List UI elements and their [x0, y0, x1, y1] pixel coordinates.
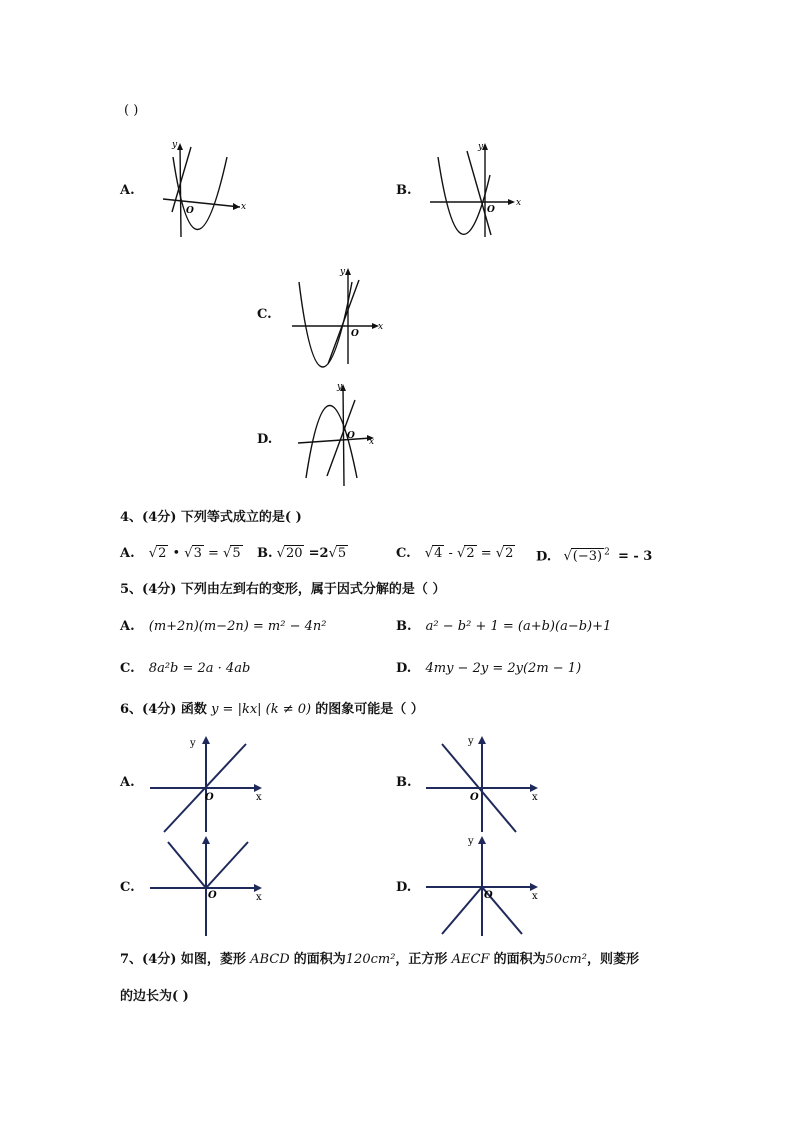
q5-option-d — [396, 661, 581, 677]
line — [328, 280, 359, 364]
q4-a-dot: • — [172, 546, 181, 561]
x-axis-arrow — [233, 203, 240, 210]
q5-option-c — [120, 661, 250, 677]
q6-option-d-label: D. — [396, 880, 412, 895]
q6-graph-a — [148, 732, 273, 837]
x-axis-arrow — [530, 784, 538, 792]
q3-option-b-label: B. — [396, 183, 412, 198]
q7-area1: 120cm² — [345, 952, 396, 967]
q7-area2: 50cm² — [545, 952, 587, 967]
x-label: x — [369, 437, 375, 447]
q3-graph-b — [425, 137, 525, 242]
q6-stem-fn: y = |kx| (k ≠ 0) — [211, 702, 312, 717]
q3-graph-d — [293, 378, 393, 490]
y-label: y — [190, 738, 196, 749]
q4-c-term-3: 2 — [505, 546, 514, 561]
q6-stem-post: 的图象可能是（ ） — [315, 702, 424, 717]
x-axis-arrow — [254, 784, 262, 792]
q5-c-label: C. — [120, 661, 135, 676]
x-label: x — [256, 892, 262, 903]
q6-option-c-label: C. — [120, 880, 135, 895]
q4-d-eq: = - 3 — [617, 549, 653, 565]
q6-option-a-label: A. — [120, 775, 135, 790]
q4-c-label: C. — [396, 546, 411, 561]
q4-a-term-3: 5 — [232, 546, 241, 561]
parabola — [299, 282, 352, 367]
q4-a-term-1: 2 — [158, 546, 167, 561]
origin-label: O — [186, 206, 194, 216]
y-label: y — [478, 142, 484, 152]
x-label: x — [516, 198, 522, 208]
q7-tail: ，则菱形 — [586, 952, 639, 967]
q3-option-a-label: A. — [120, 183, 135, 198]
q6-stem-pre: 6、(4分) 函数 — [120, 702, 207, 717]
line — [467, 151, 491, 235]
x-label: x — [378, 322, 384, 332]
y-axis-arrow — [345, 268, 351, 275]
q3-graph-c — [290, 262, 390, 370]
q4-option-c: C. √4 - √2 = √2 — [396, 546, 514, 561]
q4-c-term-1: 4 — [434, 546, 443, 561]
y-axis-arrow — [177, 143, 183, 150]
q4-a-term-2: 3 — [193, 546, 202, 561]
origin-label: O — [487, 205, 495, 215]
x-label: x — [241, 202, 247, 212]
y-label: y — [468, 736, 474, 747]
q4-option-a: A. √2 • √3 = √5 — [120, 546, 241, 561]
q4-option-d: D. √(−3) $^2$ = - 3 — [536, 548, 653, 565]
q6-stem — [120, 702, 424, 718]
x-label: x — [532, 792, 538, 803]
y-axis-arrow — [478, 836, 486, 844]
q4-b-eq: =2 — [308, 546, 329, 561]
q3-option-c-label: C. — [257, 307, 272, 322]
q5-d-label: D. — [396, 661, 412, 676]
y-axis — [180, 145, 181, 237]
q6-graph-b — [424, 732, 549, 837]
y-label: y — [172, 140, 178, 150]
q5-c-expr: 8a²b = 2a · 4ab — [148, 661, 251, 676]
q4-b-label: B. — [257, 546, 273, 561]
q5-a-label: A. — [120, 619, 135, 634]
q3-answer-paren: ( ) — [124, 103, 139, 118]
q7-mid1: 的面积为 — [293, 952, 346, 967]
q5-a-expr: (m+2n)(m−2n) = m² − 4n² — [148, 619, 327, 634]
origin-label: O — [347, 431, 355, 441]
q4-a-eq: = — [208, 546, 219, 561]
q5-d-expr: 4my − 2y = 2y(2m − 1) — [425, 661, 582, 676]
q7-stem-line2: 的边长为( ) — [120, 989, 189, 1004]
q5-b-label: B. — [396, 619, 412, 634]
q4-b-term-2: 5 — [337, 546, 347, 561]
q7-aecf: AECF — [451, 952, 490, 967]
q5-stem: 5、(4分) 下列由左到右的变形，属于因式分解的是（ ） — [120, 582, 446, 597]
q4-stem: 4、(4分) 下列等式成立的是( ) — [120, 510, 302, 525]
q7-line1-pre: 7、(4分) 如图，菱形 — [120, 952, 246, 967]
y-label: y — [340, 267, 346, 277]
q6-option-b-label: B. — [396, 775, 412, 790]
q4-c-eq: = — [480, 546, 492, 561]
x-axis — [298, 438, 371, 443]
y-axis-arrow — [202, 736, 210, 744]
q4-a-label: A. — [120, 546, 135, 561]
parabola — [438, 157, 490, 234]
y-label: y — [468, 836, 474, 847]
q4-d-exp: 2 — [604, 548, 610, 558]
q4-d-label: D. — [536, 549, 552, 565]
q4-option-b: B. √20 =2√5 — [257, 546, 347, 561]
q7-abcd: ABCD — [250, 952, 290, 967]
q3-graph-a — [155, 137, 250, 242]
q7-stem-line1 — [120, 952, 639, 968]
v-shape — [168, 842, 248, 888]
y-axis-arrow — [202, 836, 210, 844]
q6-graph-d — [424, 832, 549, 940]
q7-mid3: 的面积为 — [493, 952, 546, 967]
y-axis — [343, 386, 344, 486]
q3-option-d-label: D. — [257, 432, 273, 447]
origin-label: O — [208, 890, 217, 901]
q4-c-term-2: 2 — [466, 546, 475, 561]
q5-option-a — [120, 619, 327, 635]
origin-label: O — [351, 329, 359, 339]
q4-d-term: (−3) — [572, 549, 603, 565]
x-axis-arrow — [508, 199, 515, 205]
origin-label: O — [484, 890, 493, 901]
q5-b-expr: a² − b² + 1 = (a+b)(a−b)+1 — [425, 619, 612, 634]
y-axis-arrow — [478, 736, 486, 744]
y-label: y — [337, 382, 343, 392]
origin-label: O — [470, 792, 479, 803]
origin-label: O — [205, 792, 214, 803]
x-axis-arrow — [530, 883, 538, 891]
q4-b-term-1: 20 — [285, 546, 303, 561]
q7-mid2: ，正方形 — [395, 952, 448, 967]
q6-graph-c — [148, 832, 273, 940]
q5-option-b — [396, 619, 611, 635]
x-label: x — [256, 792, 262, 803]
x-label: x — [532, 891, 538, 902]
x-axis-arrow — [254, 884, 262, 892]
q4-c-minus: - — [448, 546, 453, 561]
